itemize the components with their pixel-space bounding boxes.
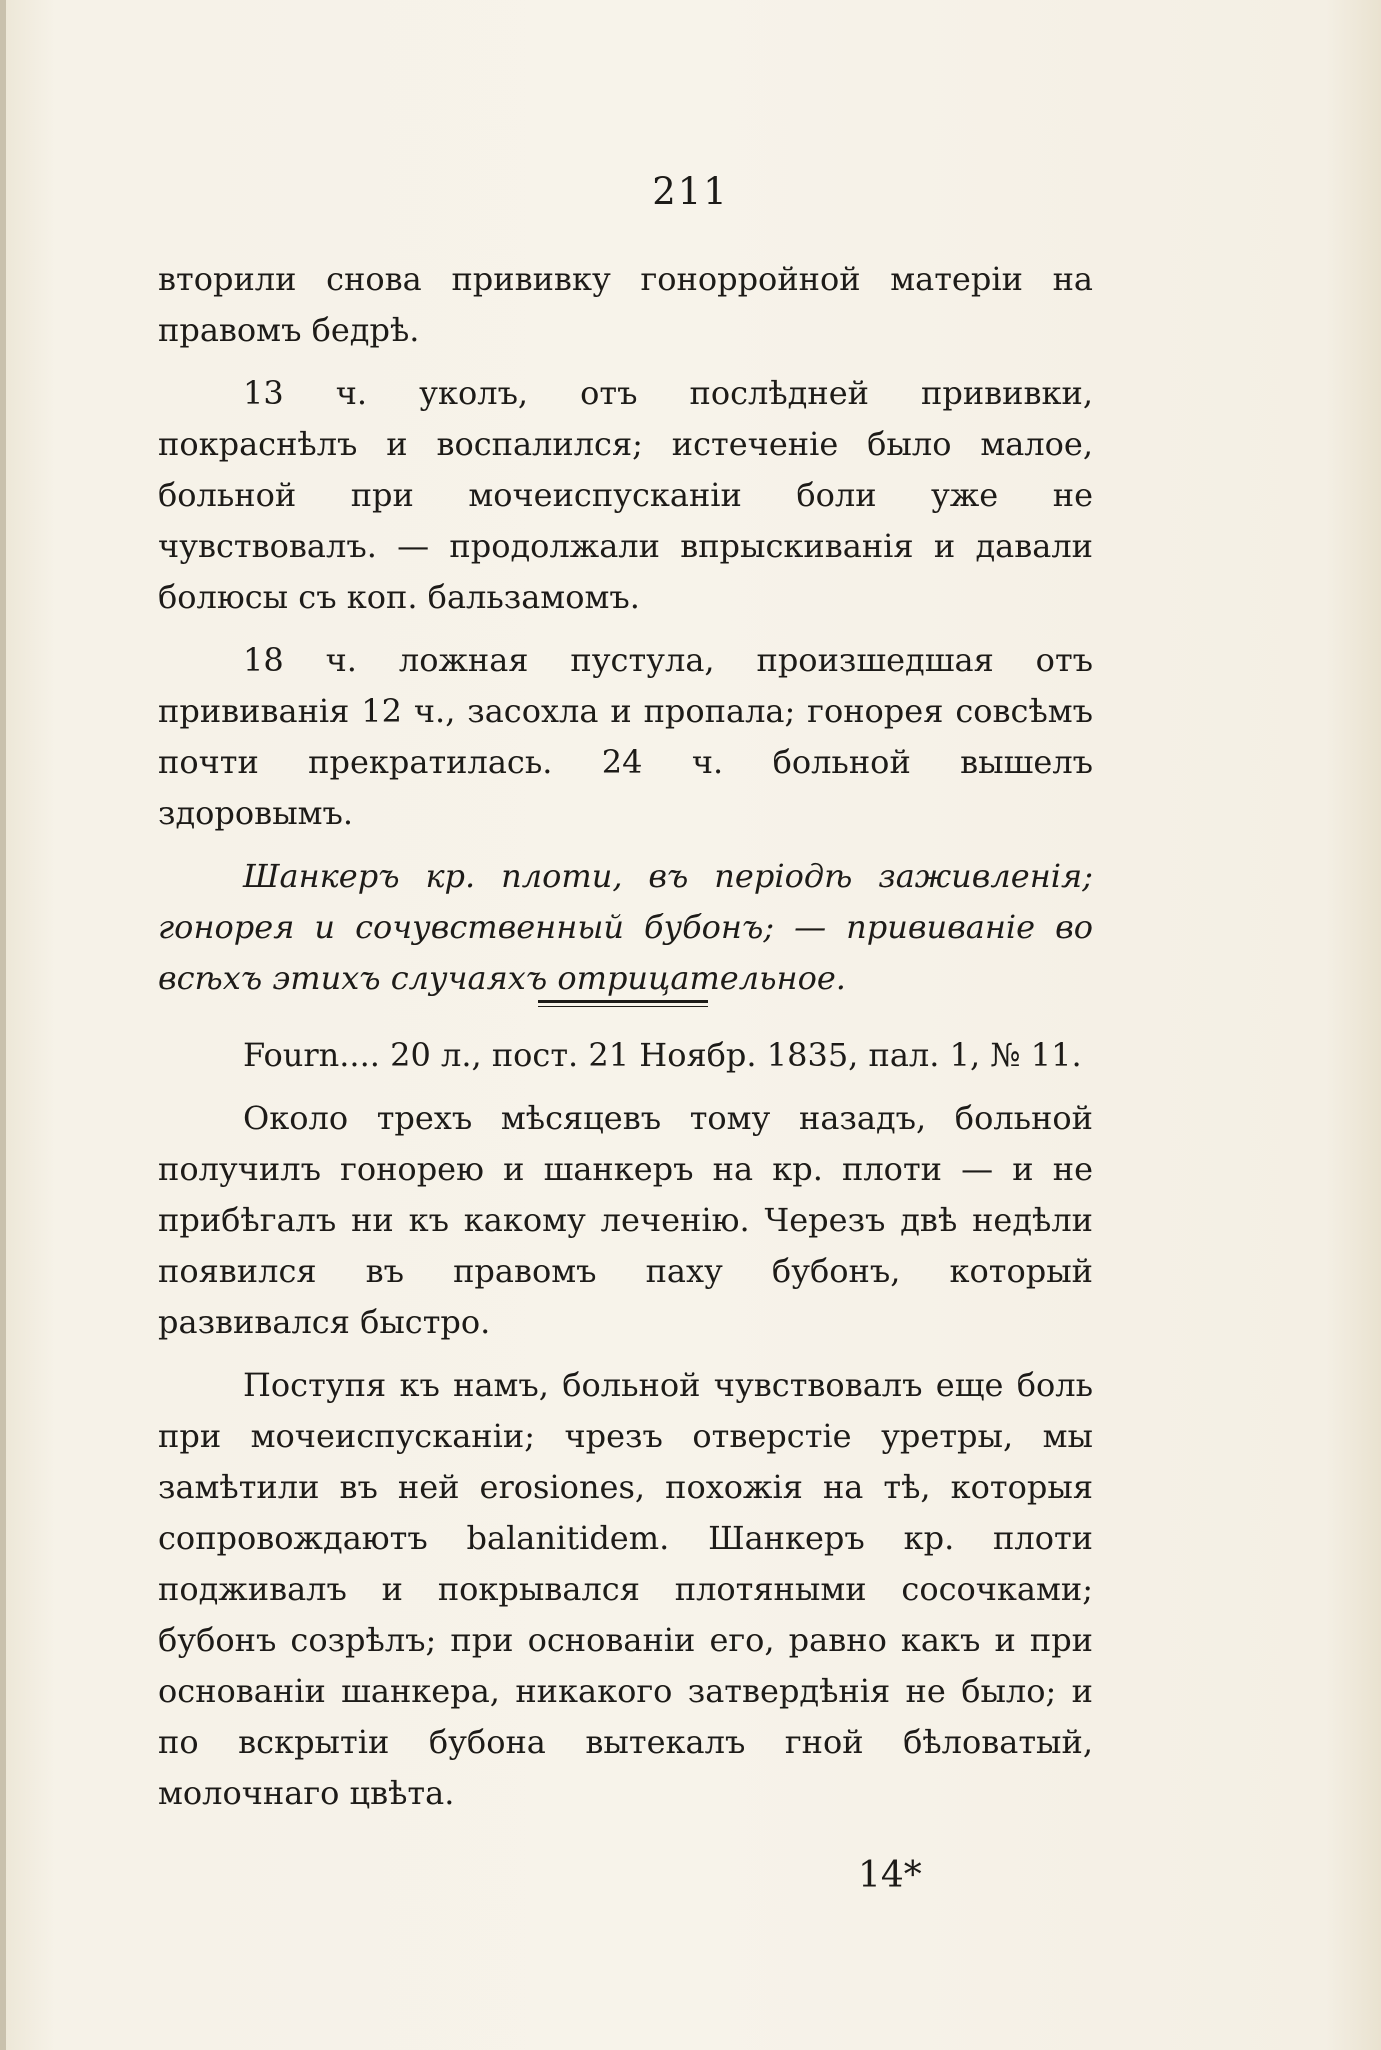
section-divider-rule — [538, 1000, 708, 1007]
paragraph-history: Около трехъ мѣсяцевъ тому назадъ, больной получилъ гонорею и шанкеръ на кр. плоти — и не прибѣгалъ ни къ какому леченію. Черезъ двѣ недѣли появился въ правомъ паху бубонъ, который развивался быстро. — [158, 1099, 1093, 1341]
paragraph-continuation: вторили снова прививку гонорройной матеріи на правомъ бедрѣ. — [158, 260, 1093, 349]
paragraph-day-13: 13 ч. уколъ, отъ послѣдней прививки, покраснѣлъ и воспалился; истеченіе было малое, больной при мочеиспусканіи боли уже не чувствовалъ. — продолжали впрыскиванія и давали болюсы съ коп. бальзамомъ. — [158, 374, 1093, 616]
page-edge-shadow — [0, 0, 6, 2050]
paragraph-admission: Поступя къ намъ, больной чувствовалъ еще боль при мочеиспусканіи; чрезъ отверстіе уретры, мы замѣтили въ ней erosiones, похожія на тѣ, которыя сопровождаютъ balanitidem. Шанкеръ кр. плоти подживалъ и покрывался плотяными сосочками; бубонъ созрѣлъ; при основаніи его, равно какъ и при основаніи шанкера, никакого затвердѣнія не было; и по вскрытіи бубона вытекалъ гной бѣловатый, молочнаго цвѣта. — [158, 1366, 1093, 1812]
page-number: 211 — [652, 170, 729, 213]
case-summary-italic: Шанкеръ кр. плоти, въ періодѣ заживленія; гонорея и сочувственный бубонъ; — прививаніе во всѣхъ этихъ случаяхъ отрицательное. — [158, 857, 1093, 997]
section-1 — [158, 254, 1093, 1016]
paragraph-day-18: 18 ч. ложная пустула, произшедшая отъ прививанія 12 ч., засохла и пропала; гонорея совсѣмъ почти прекратилась. 24 ч. больной вышелъ здоровымъ. — [158, 641, 1093, 832]
case-header: Fourn.... 20 л., пост. 21 Ноябр. 1835, пал. 1, № 11. — [243, 1036, 1082, 1074]
section-2 — [158, 1030, 1093, 1831]
signature-mark: 14* — [858, 1855, 922, 1896]
